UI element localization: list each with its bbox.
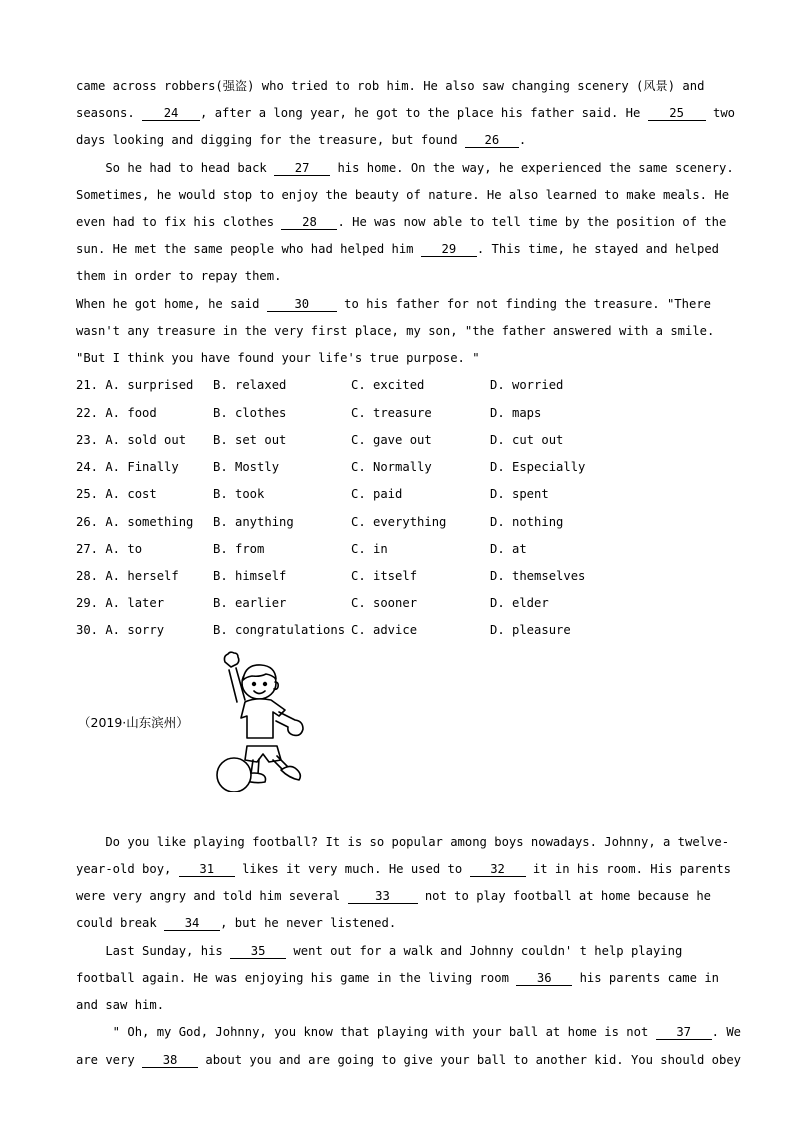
question-row: 27. A. to B. from C. in D. at: [76, 542, 527, 556]
question-row: 21. A. surprised B. relaxed C. excited D. worried: [76, 378, 564, 392]
blank-32: 32: [470, 862, 526, 877]
question-row: 26. A. something B. anything C. everything D. nothing: [76, 515, 564, 529]
blank-35: 35: [230, 944, 286, 959]
passage-line: seasons. 24 , after a long year, he got to the place his father said. He 25 two: [76, 106, 735, 120]
passage-line: were very angry and told him several 33 not to play football at home because he: [76, 889, 711, 903]
blank-25: 25: [648, 106, 706, 121]
passage-line: even had to fix his clothes 28 . He was now able to tell time by the position of the: [76, 215, 727, 229]
blank-28: 28: [281, 215, 337, 230]
passage-line: days looking and digging for the treasure, but found 26 .: [76, 133, 527, 147]
passage-line: year-old boy, 31 likes it very much. He used to 32 it in his room. His parents: [76, 862, 731, 876]
blank-36: 36: [516, 971, 572, 986]
question-row: 23. A. sold out B. set out C. gave out D. cut out: [76, 433, 564, 447]
passage-line: "But I think you have found your life's true purpose. ": [76, 351, 480, 365]
question-row: 29. A. later B. earlier C. sooner D. elder: [76, 596, 549, 610]
passage-line: Sometimes, he would stop to enjoy the beauty of nature. He also learned to make meals. He: [76, 188, 730, 202]
question-row: 22. A. food B. clothes C. treasure D. maps: [76, 406, 542, 420]
blank-26: 26: [465, 133, 519, 148]
passage-line: football again. He was enjoying his game in the living room 36 his parents came in: [76, 971, 719, 985]
passage-line: So he had to head back 27 his home. On the way, he experienced the same scenery.: [76, 161, 734, 175]
question-row: 28. A. herself B. himself C. itself D. themselves: [76, 569, 586, 583]
passage-line: sun. He met the same people who had helped him 29 . This time, he stayed and helped: [76, 242, 720, 256]
blank-29: 29: [421, 242, 477, 257]
question-row: 25. A. cost B. took C. paid D. spent: [76, 487, 549, 501]
blank-24: 24: [142, 106, 200, 121]
blank-34: 34: [164, 916, 220, 931]
blank-37: 37: [656, 1025, 712, 1040]
passage-line: came across robbers(强盗) who tried to rob him. He also saw changing scenery (风景) and: [76, 79, 705, 93]
blank-38: 38: [142, 1053, 198, 1068]
passage-line: " Oh, my God, Johnny, you know that playing with your ball at home is not 37 . We: [76, 1025, 742, 1039]
passage-line: are very 38 about you and are going to give your ball to another kid. You should obey: [76, 1053, 742, 1067]
blank-30: 30: [267, 297, 337, 312]
blank-33: 33: [348, 889, 418, 904]
passage-line: and saw him.: [76, 998, 165, 1012]
passage-line: could break 34 , but he never listened.: [76, 916, 397, 930]
source-label: （2019·山东滨州）: [78, 715, 189, 730]
passage-line: Do you like playing football? It is so popular among boys nowadays. Johnny, a twelve-: [76, 835, 730, 849]
passage-line: wasn't any treasure in the very first place, my son, "the father answered with a smile.: [76, 324, 715, 338]
passage-line: When he got home, he said 30 to his father for not finding the treasure. "There: [76, 297, 711, 311]
passage-line: them in order to repay them.: [76, 269, 282, 283]
question-row: 30. A. sorry B. congratulations C. advice D. pleasure: [76, 623, 571, 637]
question-row: 24. A. Finally B. Mostly C. Normally D. Especially: [76, 460, 586, 474]
blank-27: 27: [274, 161, 330, 176]
passage-line: Last Sunday, his 35 went out for a walk and Johnny couldn' t help playing: [76, 944, 683, 958]
boy-football-illustration: [215, 650, 315, 792]
blank-31: 31: [179, 862, 235, 877]
